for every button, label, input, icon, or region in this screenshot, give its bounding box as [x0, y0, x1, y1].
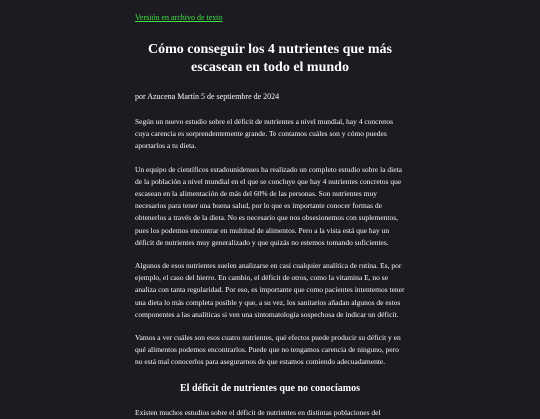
article-byline: por Azucena Martín 5 de septiembre de 2024	[135, 92, 280, 101]
article-title: Cómo conseguir los 4 nutrientes que más escasean en todo el mundo	[148, 42, 392, 75]
article-paragraph-1: Según un nuevo estudio sobre el déficit de nutrientes a nivel mundial, hay 4 concretos cuya carencia es sorprendentemente grande. Te contamos cuáles son y cómo puedes aportarlos a tu dieta.	[135, 117, 394, 151]
text-version-link[interactable]: Versión en archivo de texto	[135, 13, 223, 22]
article-paragraph-4: Vamos a ver cuáles son esos cuatro nutrientes, qué efectos puede producir su déficit y en qué alimentos podemos encontrarlos. Puede que no tengamos carencia de ninguno, pero no está mal conocerlos para asegurarnos de que estamos comiendo adecuadamente.	[135, 333, 401, 367]
article-paragraph-partial: Existen muchos estudios sobre el déficit de nutrientes en distintas poblaciones del	[135, 407, 381, 417]
article-container	[135, 7, 405, 419]
section-heading: El déficit de nutrientes que no conocíamos	[180, 382, 360, 394]
article-paragraph-3: Algunos de esos nutrientes suelen analizarse en casi cualquier analítica de rutina. Es, por ejemplo, el caso del hierro. En cambio, el déficit de otros, como la vitamina E, no se analiza con tanta regularidad. Por eso, es importante que como pacientes intentemos tener una dieta lo más completa posible y que, a su vez, los sanitarios añadan algunos de estos componentes a las analíticas si ven una sintomatología sospechosa de indicar un déficit.	[135, 261, 405, 319]
article-paragraph-2: Un equipo de científicos estadounidenses ha realizado un completo estudio sobre la dieta de la población a nivel mundial en el que se concluye que hay 4 nutrientes concretos que escasean en la alimentación de más del 60% de las personas. Son nutrientes muy necesarios para tener una buena salud, por lo que es importante conocer formas de obtenerlos a través de la dieta. No es necesario que nos obsesionemos con suplementos, pues los podemos encontrar en multitud de alimentos. Pero a la vista está que hay un déficit de nutrientes muy generalizado y que quizás no estemos tomando suficientes.	[135, 164, 403, 247]
